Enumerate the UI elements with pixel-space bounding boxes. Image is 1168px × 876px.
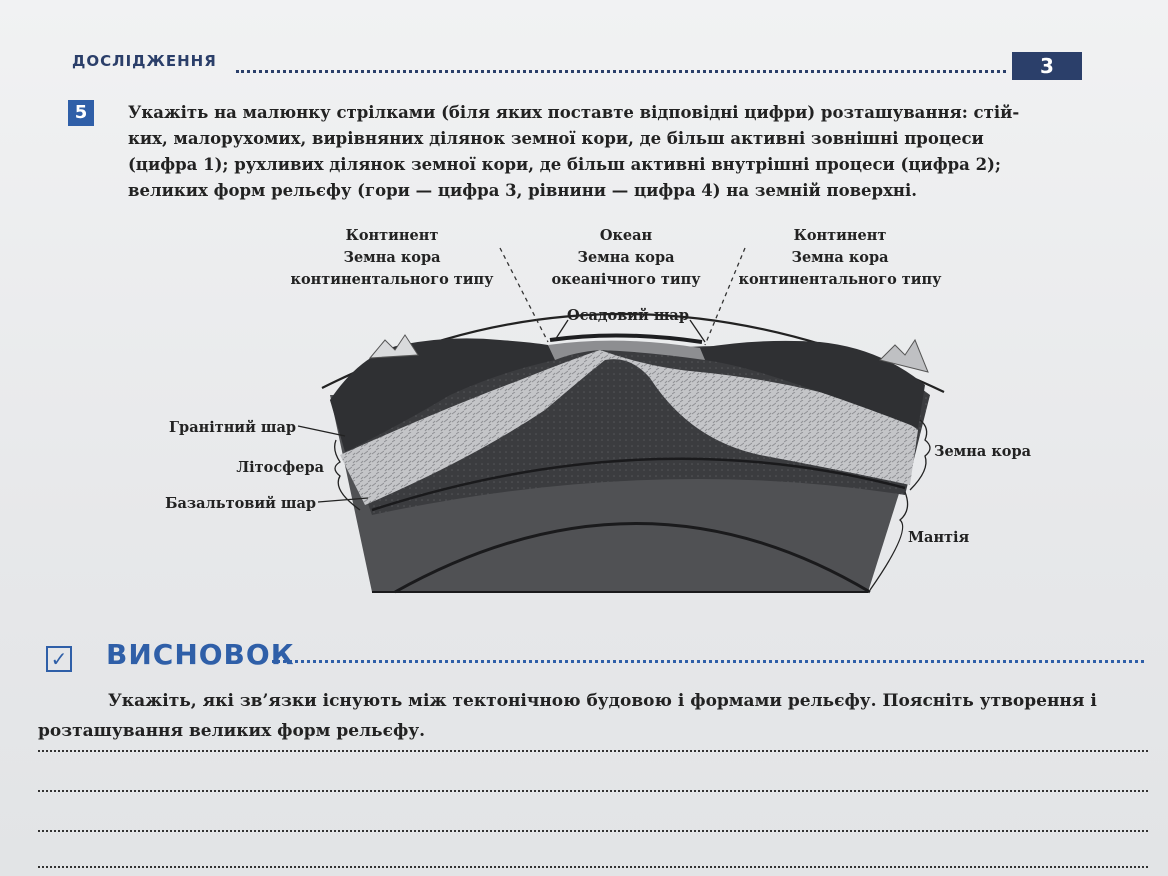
svg-text:Континент: Континент [793,227,887,244]
svg-text:Земна кора: Земна кора [791,249,889,266]
label-continent-right [739,227,943,288]
page-number-badge: 3 [1012,52,1082,80]
svg-text:Земна кора: Земна кора [343,249,441,266]
label-lithosphere: Літосфера [236,459,324,476]
svg-text:Континент: Континент [345,227,439,244]
answer-line[interactable] [38,866,1148,868]
conclusion-title: ВИСНОВОК [106,638,295,671]
label-continent-left [291,227,495,288]
label-earth-crust: Земна кора [934,443,1032,460]
svg-text:Земна кора: Земна кора [577,249,675,266]
checkbox-check-icon: ✓ [46,646,72,672]
section-label: ДОСЛІДЖЕННЯ [72,52,217,70]
label-mantle: Мантія [908,529,970,546]
conclusion-text: Укажіть, які зв’язки існують між тектонічною будовою і формами рельєфу. Поясніть утворення і розташування великих форм рельєфу. [38,691,1097,741]
svg-text:континентального типу: континентального типу [738,271,942,288]
svg-text:Океан: Океан [599,227,653,244]
label-sediment-layer: Осадовий шар [567,307,689,324]
answer-line[interactable] [38,830,1148,832]
label-ocean [551,227,701,288]
svg-text:океанічного типу: океанічного типу [551,271,701,288]
label-granite-layer: Гранітний шар [169,419,296,436]
answer-line[interactable] [38,790,1148,792]
svg-text:континентального типу: континентального типу [290,271,494,288]
label-basalt-layer: Базальтовий шар [165,495,316,512]
task-text: Укажіть на малюнку стрілками (біля яких поставте відповідні цифри) розташування: стій- ких, малорухомих, вирівняних ділянок земної кори, де більш активні зовнішні процеси (цифра 1); рухливих ділянок земної кори, де більш активні внутрішні процеси (цифра 2); великих форм рельєфу (гори — цифра 3, рівнини — цифра 4) на земній поверхні. [128,103,1020,200]
conclusion-dotted-rule [272,660,1144,663]
answer-line[interactable] [38,750,1148,752]
task-number: 5 [68,100,94,126]
